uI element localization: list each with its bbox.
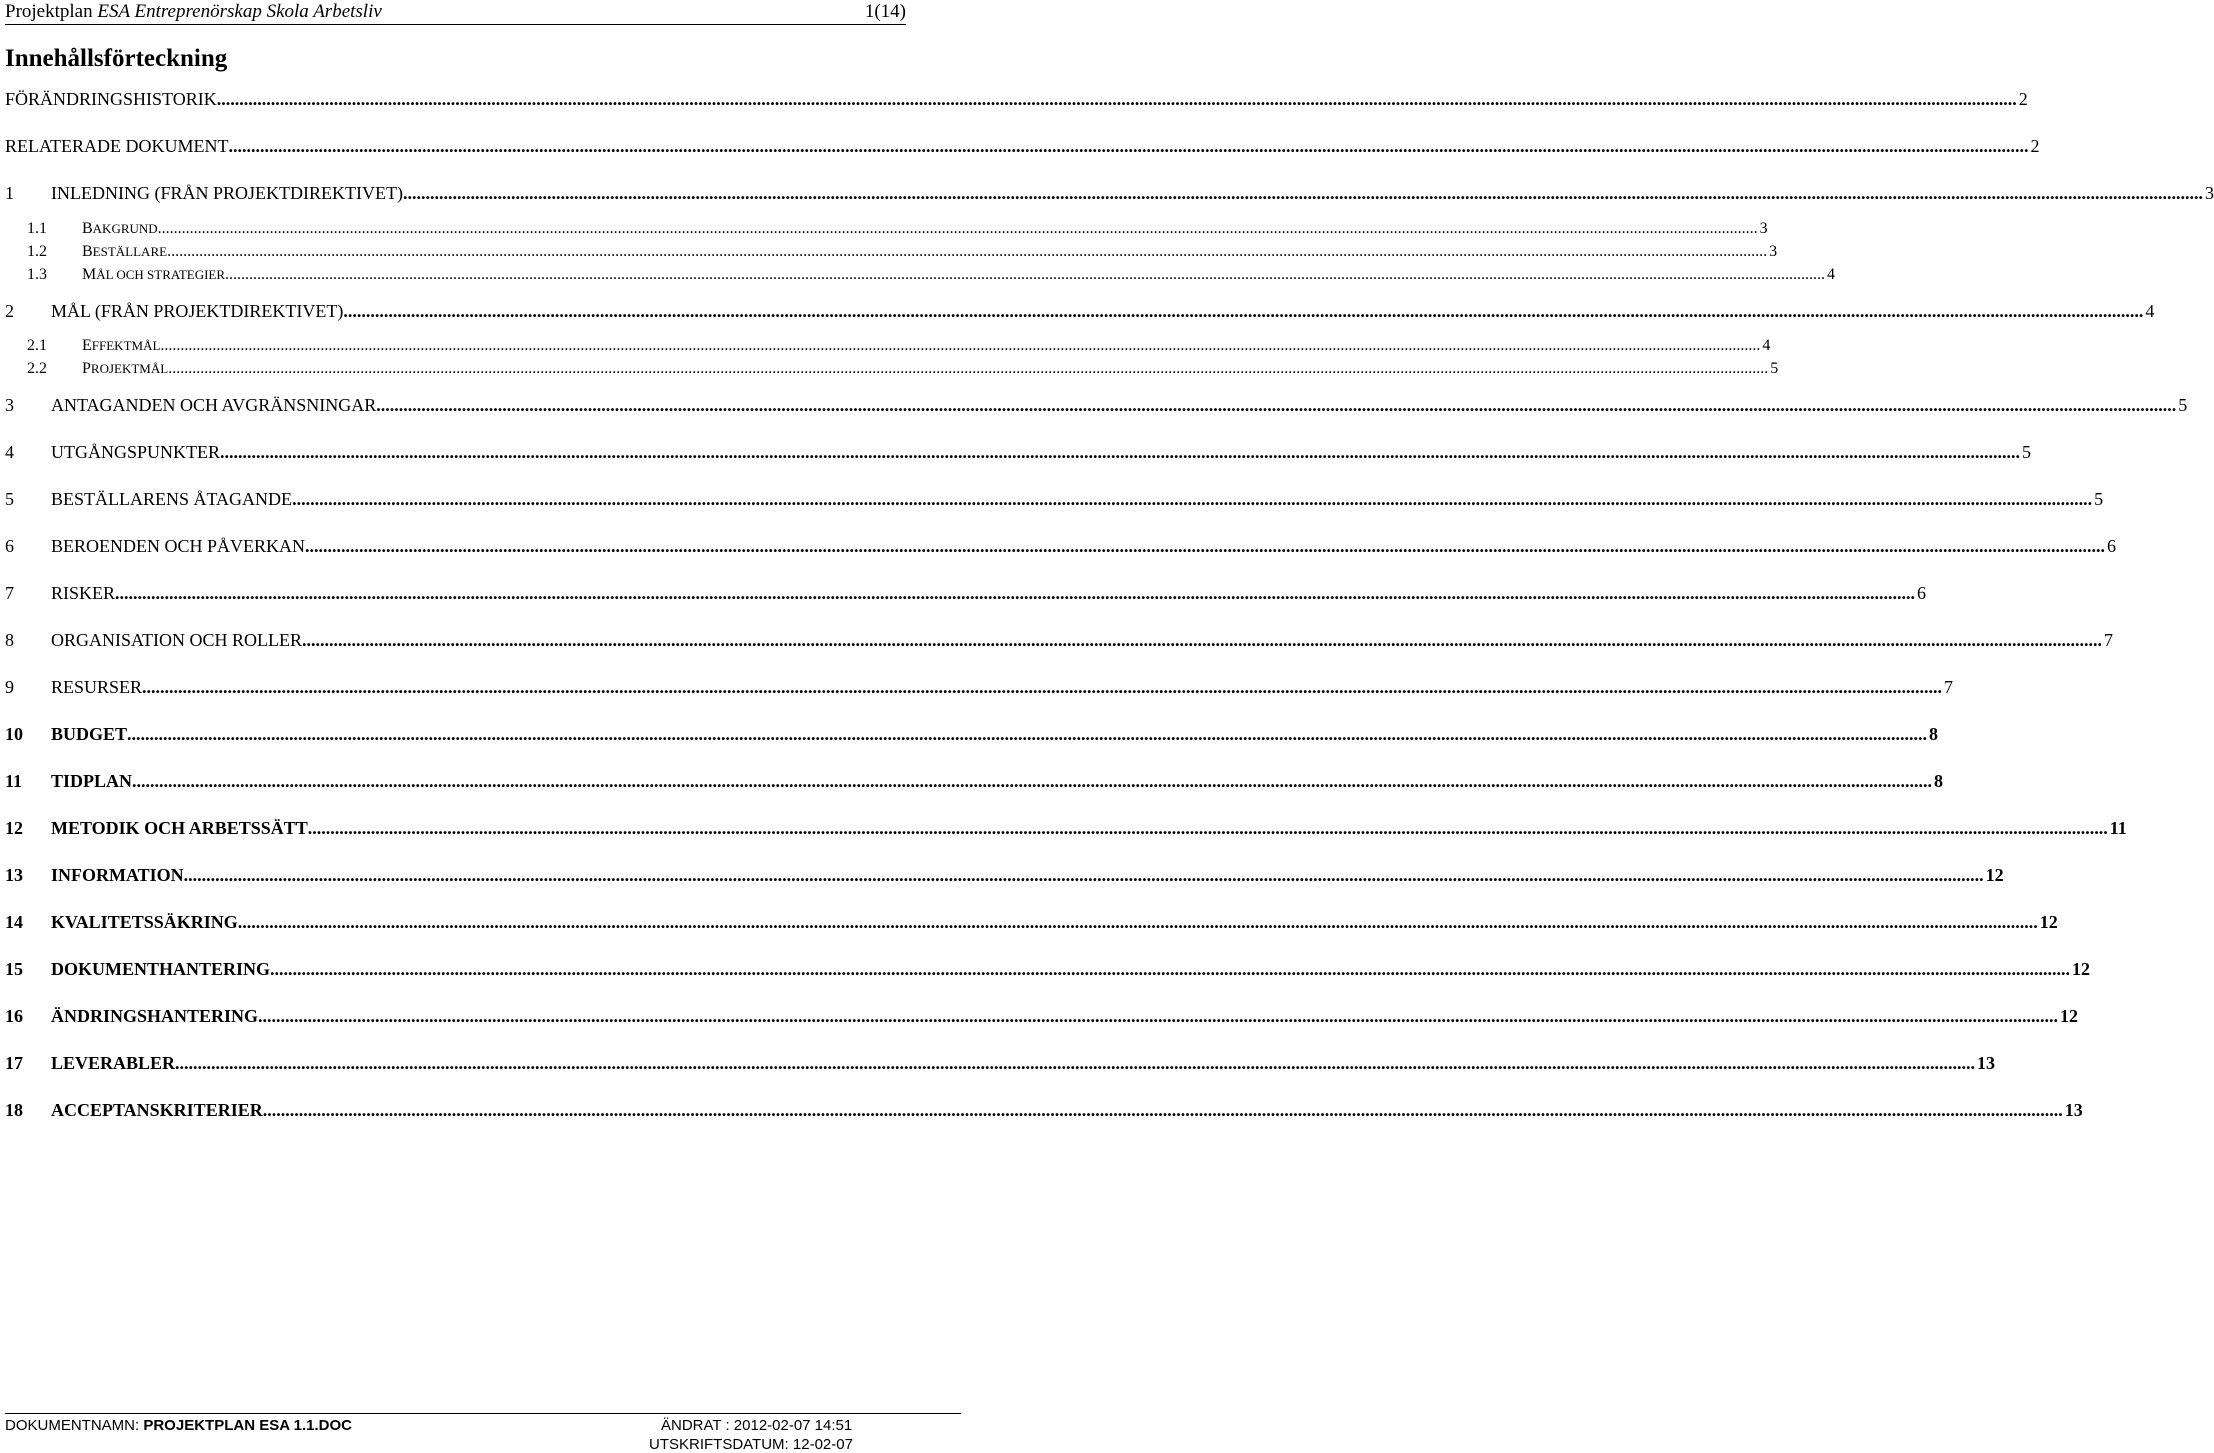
toc-leader-dots: ................................................................................................................................................................................................................................................................................................................................................................................................................ bbox=[127, 724, 1928, 744]
toc-entry-number: 7 bbox=[5, 583, 14, 603]
toc-entry-number: 1.3 bbox=[27, 266, 47, 283]
toc-leader-dots: ................................................................................................................................................................................................................................................................................................................................................................................................................ bbox=[142, 677, 1943, 697]
toc-entry-number: 3 bbox=[5, 395, 14, 415]
toc-leader-dots: ................................................................................................................................................................................................................................................................................................................................................................................................................ bbox=[270, 959, 2071, 979]
toc-leader-dots: ................................................................................................................................................................................................................................................................................................................................................................................................................ bbox=[307, 818, 2108, 838]
footer-document-name bbox=[5, 1417, 352, 1434]
page-footer bbox=[5, 1413, 961, 1453]
toc-entry-title: RELATERADE DOKUMENT bbox=[5, 136, 229, 156]
toc-entry-page: 5 bbox=[2178, 395, 2188, 415]
toc-entry[interactable] bbox=[5, 912, 2058, 934]
toc-entry-title: BUDGET bbox=[51, 724, 128, 744]
toc-entry-page: 2 bbox=[2018, 89, 2028, 109]
toc-entry-number: 4 bbox=[5, 442, 14, 462]
toc-entry-title: METODIK OCH ARBETSSÄTT bbox=[51, 818, 308, 838]
toc-entry-title: ORGANISATION OCH ROLLER bbox=[51, 630, 302, 650]
toc-entry-title-rest: AKGRUND bbox=[92, 221, 158, 236]
toc-entry[interactable] bbox=[5, 442, 2032, 464]
toc-entry-page: 4 bbox=[1827, 266, 1836, 283]
toc-entry[interactable] bbox=[5, 724, 1939, 746]
toc-entry-title-rest: ÅL OCH STRATEGIER bbox=[96, 267, 226, 282]
toc-entry-page: 5 bbox=[1770, 360, 1779, 377]
toc-entry-number: 1.2 bbox=[27, 243, 47, 260]
toc-entry[interactable] bbox=[5, 630, 2113, 652]
toc-entry-title-initial: P bbox=[82, 360, 91, 377]
toc-entry-number: 1.1 bbox=[27, 220, 47, 237]
toc-entry-title: MÅL (FRÅN PROJEKTDIREKTIVET) bbox=[51, 301, 344, 321]
toc-leader-dots: ................................................................................................................................................................................................................................................................................................................................................................................................................ bbox=[258, 1006, 2059, 1026]
toc-leader-dots: ................................................................................................................................................................................................................................................................................................................................................................................................................ bbox=[228, 136, 2029, 156]
toc-entry[interactable] bbox=[5, 818, 2127, 840]
toc-entry-title: INLEDNING (FRÅN PROJEKTDIREKTIVET) bbox=[51, 183, 403, 203]
toc-entry-page: 4 bbox=[2145, 301, 2155, 321]
toc-entry-number: 14 bbox=[5, 912, 23, 932]
toc-entry-number: 2.2 bbox=[27, 360, 47, 377]
toc-entry-title: ÄNDRINGSHANTERING bbox=[51, 1006, 259, 1026]
toc-entry-page: 11 bbox=[2109, 818, 2127, 838]
toc-entry[interactable] bbox=[5, 583, 1927, 605]
page-header bbox=[5, 2, 906, 25]
toc-entry-title-rest: ESTÄLLARE bbox=[92, 244, 168, 259]
toc-leader-dots: ................................................................................................................................................................................................................................................................................................................................................................................................................ bbox=[225, 266, 1826, 283]
footer-doc-label: DOKUMENTNAMN: bbox=[5, 1417, 144, 1434]
toc-entry-number: 16 bbox=[5, 1006, 23, 1026]
toc-entry-title-initial: E bbox=[82, 337, 92, 354]
toc-leader-dots: ................................................................................................................................................................................................................................................................................................................................................................................................................ bbox=[216, 89, 2017, 109]
toc-leader-dots: ................................................................................................................................................................................................................................................................................................................................................................................................................ bbox=[376, 395, 2177, 415]
toc-entry-page: 12 bbox=[2060, 1006, 2079, 1026]
toc-entry-number: 8 bbox=[5, 630, 14, 650]
toc-entry-title-initial: B bbox=[82, 243, 93, 260]
toc-entry[interactable] bbox=[5, 959, 2091, 981]
toc-entry-page: 12 bbox=[2072, 959, 2091, 979]
toc-entry-title: UTGÅNGSPUNKTER bbox=[51, 442, 221, 462]
toc-leader-dots: ................................................................................................................................................................................................................................................................................................................................................................................................................ bbox=[237, 912, 2038, 932]
header-page-indicator: 1(14) bbox=[864, 1, 906, 22]
toc-entry-number: 2.1 bbox=[27, 337, 47, 354]
toc-entry-title-initial: M bbox=[82, 266, 97, 283]
toc-entry[interactable] bbox=[5, 1100, 2083, 1122]
toc-entry[interactable] bbox=[5, 1053, 1996, 1075]
toc-leader-dots: ................................................................................................................................................................................................................................................................................................................................................................................................................ bbox=[402, 183, 2203, 203]
toc-entry-title bbox=[82, 243, 167, 261]
toc-leader-dots: ................................................................................................................................................................................................................................................................................................................................................................................................................ bbox=[160, 337, 1761, 354]
toc-entry-page: 13 bbox=[1977, 1053, 1996, 1073]
toc-entry-title-rest: FFEKTMÅL bbox=[91, 338, 161, 353]
toc-leader-dots: ................................................................................................................................................................................................................................................................................................................................................................................................................ bbox=[168, 360, 1769, 377]
toc-entry-title bbox=[82, 360, 168, 378]
toc-entry[interactable] bbox=[5, 1006, 2079, 1028]
toc-entry[interactable] bbox=[5, 337, 1771, 359]
header-doc-name: ESA Entreprenörskap Skola Arbetsliv bbox=[97, 1, 382, 22]
toc-entry[interactable] bbox=[5, 771, 1944, 793]
toc-entry-number: 11 bbox=[5, 771, 23, 791]
toc-leader-dots: ................................................................................................................................................................................................................................................................................................................................................................................................................ bbox=[220, 442, 2021, 462]
toc-entry[interactable] bbox=[5, 243, 1778, 265]
toc-entry[interactable] bbox=[5, 183, 2214, 205]
toc-entry-number: 18 bbox=[5, 1100, 23, 1120]
toc-entry[interactable] bbox=[5, 220, 1768, 242]
toc-entry-title: ANTAGANDEN OCH AVGRÄNSNINGAR bbox=[51, 395, 377, 415]
toc-entry[interactable] bbox=[5, 489, 2104, 511]
header-doc-prefix: Projektplan bbox=[5, 1, 93, 22]
toc-entry-title bbox=[82, 266, 225, 284]
toc-entry[interactable] bbox=[5, 301, 2155, 323]
toc-entry-page: 2 bbox=[2030, 136, 2040, 156]
toc-leader-dots: ................................................................................................................................................................................................................................................................................................................................................................................................................ bbox=[262, 1100, 2063, 1120]
toc-entry-title: KVALITETSSÄKRING bbox=[51, 912, 238, 932]
toc-entry-page: 3 bbox=[1769, 243, 1778, 260]
toc-entry-title bbox=[82, 337, 160, 355]
toc-entry[interactable] bbox=[5, 136, 2040, 158]
toc-entry-page: 8 bbox=[1929, 724, 1939, 744]
toc-entry-title: ACCEPTANSKRITERIER bbox=[51, 1100, 263, 1120]
toc-entry-title bbox=[82, 220, 158, 238]
toc-leader-dots: ................................................................................................................................................................................................................................................................................................................................................................................................................ bbox=[302, 630, 2102, 650]
toc-entry-title: RESURSER bbox=[51, 677, 143, 697]
toc-entry[interactable] bbox=[5, 865, 2004, 887]
toc-entry-number: 5 bbox=[5, 489, 14, 509]
toc-entry-page: 12 bbox=[1985, 865, 2004, 885]
toc-entry[interactable] bbox=[5, 360, 1779, 382]
footer-changed-date: ÄNDRAT : 2012-02-07 14:51 bbox=[661, 1417, 853, 1434]
toc-entry-number: 1 bbox=[5, 183, 14, 203]
toc-entry-title: TIDPLAN bbox=[51, 771, 133, 791]
toc-entry-number: 17 bbox=[5, 1053, 23, 1073]
toc-entry-number: 6 bbox=[5, 536, 14, 556]
toc-entry-title-rest: ROJEKTMÅL bbox=[90, 361, 169, 376]
toc-entry-number: 15 bbox=[5, 959, 23, 979]
toc-entry-page: 5 bbox=[2022, 442, 2032, 462]
toc-entry-page: 8 bbox=[1934, 771, 1944, 791]
toc-entry-page: 7 bbox=[1944, 677, 1954, 697]
toc-entry[interactable] bbox=[5, 266, 1836, 288]
toc-entry-page: 6 bbox=[1917, 583, 1927, 603]
toc-heading: Innehållsförteckning bbox=[5, 45, 228, 72]
footer-print-date: UTSKRIFTSDATUM: 12-02-07 bbox=[649, 1436, 853, 1453]
header-document-title bbox=[5, 2, 382, 22]
toc-entry-title-initial: B bbox=[82, 220, 93, 237]
toc-leader-dots: ................................................................................................................................................................................................................................................................................................................................................................................................................ bbox=[305, 536, 2106, 556]
toc-entry-title: LEVERABLER bbox=[51, 1053, 176, 1073]
toc-entry-page: 4 bbox=[1762, 337, 1771, 354]
toc-leader-dots: ................................................................................................................................................................................................................................................................................................................................................................................................................ bbox=[167, 243, 1768, 260]
toc-entry[interactable] bbox=[5, 395, 2188, 417]
toc-entry-page: 3 bbox=[2204, 183, 2214, 203]
toc-entry-title: BESTÄLLARENS ÅTAGANDE bbox=[51, 489, 293, 509]
toc-entry-title: FÖRÄNDRINGSHISTORIK bbox=[5, 89, 217, 109]
toc-entry-number: 12 bbox=[5, 818, 23, 838]
toc-entry-page: 12 bbox=[2039, 912, 2058, 932]
toc-entry[interactable] bbox=[5, 89, 2028, 111]
toc-entry-title: RISKER bbox=[51, 583, 116, 603]
toc-entry-number: 9 bbox=[5, 677, 14, 697]
toc-entry-number: 2 bbox=[5, 301, 14, 321]
toc-entry-title: INFORMATION bbox=[51, 865, 184, 885]
toc-entry-page: 7 bbox=[2104, 630, 2113, 650]
toc-entry-number: 10 bbox=[5, 724, 23, 744]
toc-entry-page: 13 bbox=[2064, 1100, 2083, 1120]
toc-entry[interactable] bbox=[5, 536, 2117, 558]
toc-entry-page: 6 bbox=[2107, 536, 2117, 556]
toc-leader-dots: ................................................................................................................................................................................................................................................................................................................................................................................................................ bbox=[292, 489, 2093, 509]
toc-entry[interactable] bbox=[5, 677, 1954, 699]
toc-leader-dots: ................................................................................................................................................................................................................................................................................................................................................................................................................ bbox=[343, 301, 2144, 321]
toc-entry-page: 3 bbox=[1759, 220, 1768, 237]
toc-leader-dots: ................................................................................................................................................................................................................................................................................................................................................................................................................ bbox=[132, 771, 1933, 791]
toc-leader-dots: ................................................................................................................................................................................................................................................................................................................................................................................................................ bbox=[115, 583, 1916, 603]
toc-entry-number: 13 bbox=[5, 865, 23, 885]
toc-entry-page: 5 bbox=[2094, 489, 2104, 509]
toc-leader-dots: ................................................................................................................................................................................................................................................................................................................................................................................................................ bbox=[175, 1053, 1976, 1073]
toc-entry-title: DOKUMENTHANTERING bbox=[51, 959, 271, 979]
toc-leader-dots: ................................................................................................................................................................................................................................................................................................................................................................................................................ bbox=[183, 865, 1984, 885]
toc-leader-dots: ................................................................................................................................................................................................................................................................................................................................................................................................................ bbox=[157, 220, 1758, 237]
toc-entry-title: BEROENDEN OCH PÅVERKAN bbox=[51, 536, 306, 556]
footer-doc-name: PROJEKTPLAN ESA 1.1.DOC bbox=[143, 1417, 352, 1434]
